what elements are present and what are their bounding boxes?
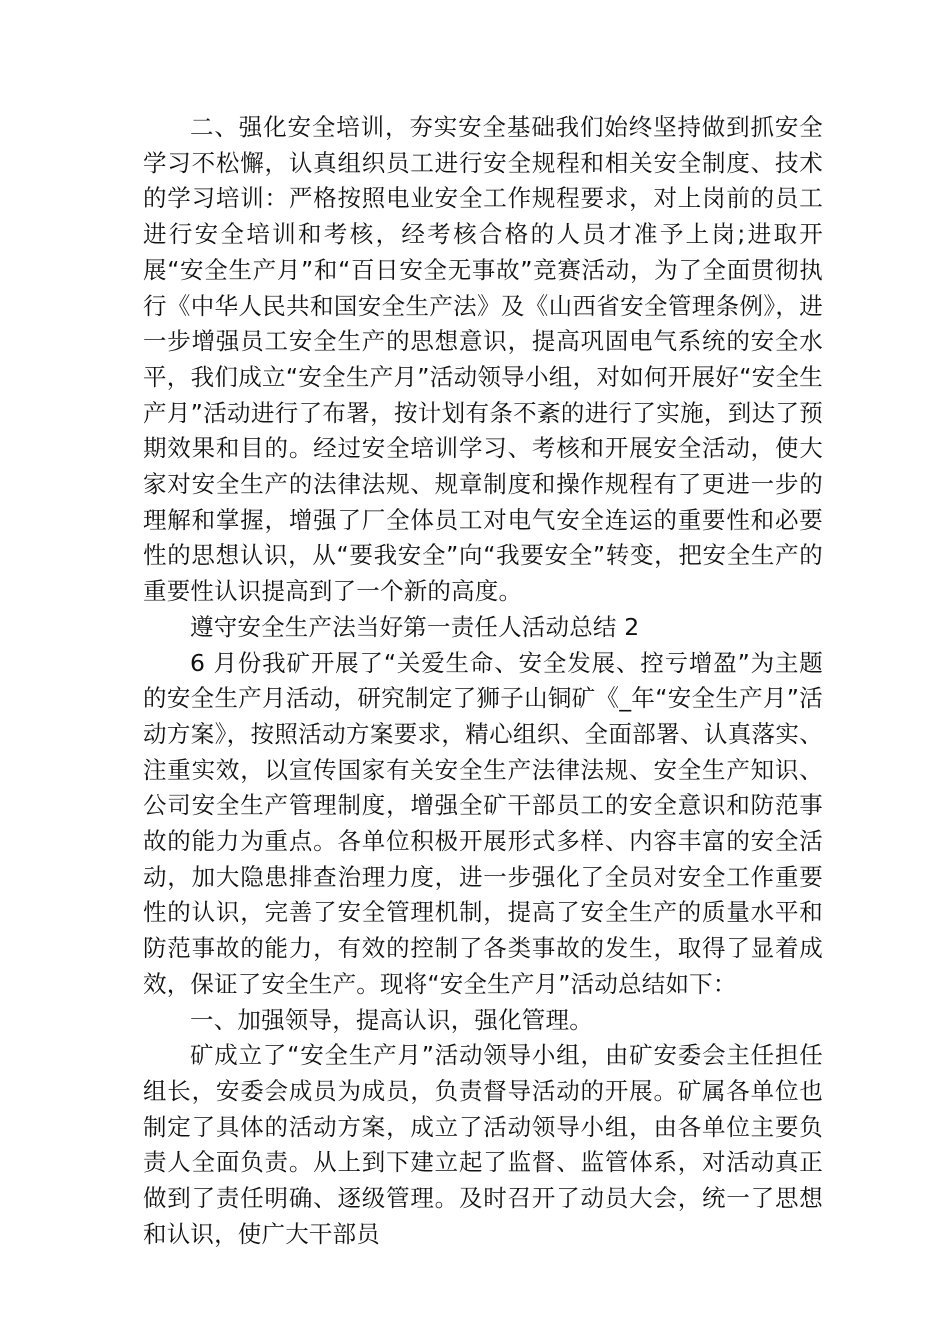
document-body: [143, 110, 823, 1253]
section-heading-leadership: 一、加强领导，提高认识，强化管理。: [190, 1005, 593, 1034]
paragraph-safety-training: 二、强化安全培训，夯实安全基础我们始终坚持做到抓安全学习不松懈，认真组织员工进行安全规程和相关安全制度、技术的学习培训：严格按照电业安全工作规程要求，对上岗前的员工进行安全培训和考核，经考核合格的人员才准予上岗;进取开展“安全生产月”和“百日安全无事故”竞赛活动，为了全面贯彻执行《中华人民共和国安全生产法》及《山西省安全管理条例》，进一步增强员工安全生产的思想意识，提高巩固电气系统的安全水平，我们成立“安全生产月”活动领导小组，对如何开展好“安全生产月”活动进行了布署，按计划有条不紊的进行了实施，到达了预期效果和目的。经过安全培训学习、考核和开展安全活动，使大家对安全生产的法律法规、规章制度和操作规程有了更进一步的理解和掌握，增强了厂全体员工对电气安全连运的重要性和必要性的思想认识，从“要我安全”向“我要安全”转变，把安全生产的重要性认识提高到了一个新的高度。: [143, 113, 823, 606]
paragraph-june-activity: 6 月份我矿开展了“关爱生命、安全发展、控亏增盈”为主题的安全生产月活动，研究制定了狮子山铜矿《_年“安全生产月”活动方案》，按照活动方案要求，精心组织、全面部署、认真落实、注重实效，以宣传国家有关安全生产法律法规、安全生产知识、公司安全生产管理制度，增强全矿干部员工的安全意识和防范事故的能力为重点。各单位积极开展形式多样、内容丰富的安全活动，加大隐患排查治理力度，进一步强化了全员对安全工作重要性的认识，完善了安全管理机制，提高了安全生产的质量水平和防范事故的能力，有效的控制了各类事故的发生，取得了显着成效，保证了安全生产。现将“安全生产月”活动总结如下：: [143, 648, 823, 998]
paragraph-leadership-group: 矿成立了“安全生产月”活动领导小组，由矿安委会主任担任组长，安委会成员为成员，负责督导活动的开展。矿属各单位也制定了具体的活动方案，成立了活动领导小组，由各单位主要负责人全面负责。从上到下建立起了监督、监管体系，对活动真正做到了责任明确、逐级管理。及时召开了动员大会，统一了思想和认识，使广大干部员: [143, 1041, 823, 1248]
section-heading-summary-2: 遵守安全生产法当好第一责任人活动总结 2: [190, 612, 640, 641]
